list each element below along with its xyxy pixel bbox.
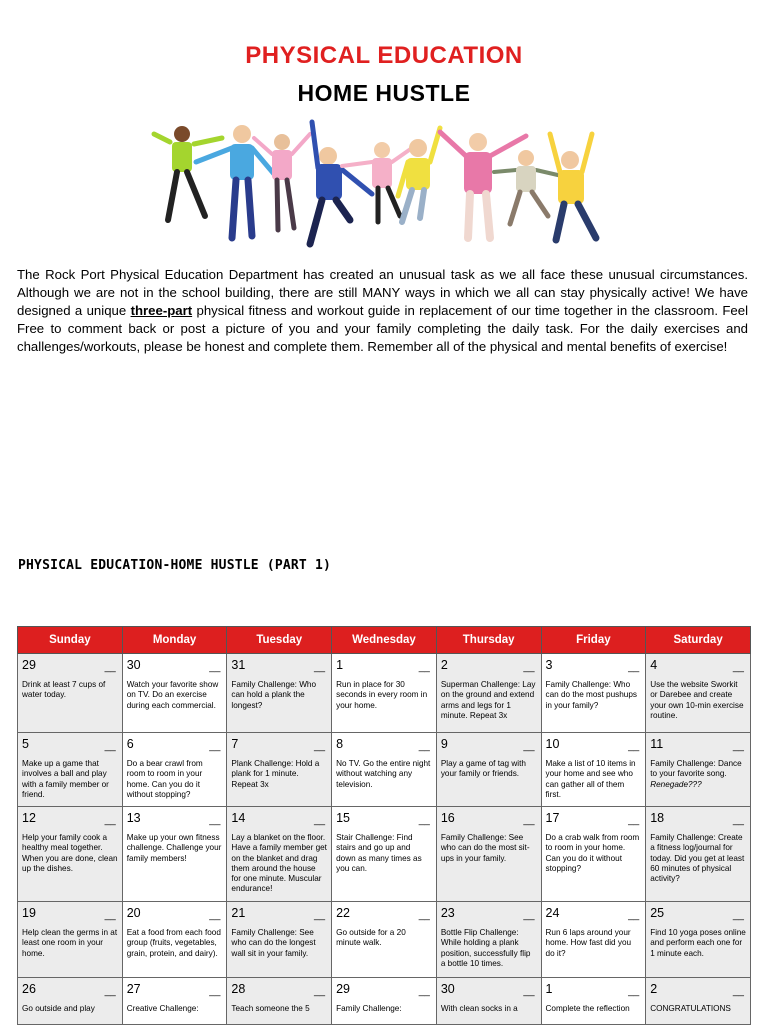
check-blank: __ (209, 986, 221, 997)
day-task-text: Run in place for 30 seconds in every room in your home. (336, 680, 428, 710)
calendar-day-cell (436, 654, 541, 733)
calendar-header-row (18, 627, 751, 654)
day-number: 2 (650, 982, 658, 996)
check-blank: __ (209, 741, 221, 752)
day-number: 21 (231, 906, 246, 920)
calendar-day-cell (541, 733, 646, 807)
day-task (546, 1004, 642, 1014)
day-task (127, 833, 223, 864)
check-blank: __ (418, 815, 430, 826)
calendar-day-cell (646, 733, 751, 807)
calendar-day-cell (18, 902, 123, 978)
day-number: 31 (231, 658, 246, 672)
day-number: 20 (126, 906, 141, 920)
check-blank: __ (104, 910, 116, 921)
calendar-day-cell (541, 978, 646, 1025)
calendar-day-cell (18, 733, 123, 807)
day-task (336, 680, 432, 711)
day-number: 23 (440, 906, 455, 920)
day-number: 8 (336, 737, 344, 751)
day-task (650, 759, 746, 790)
check-blank: __ (732, 741, 744, 752)
day-task-text: Help your family cook a healthy meal together. When you are done, clean up the dishes. (22, 833, 118, 873)
kid-figure (398, 128, 440, 222)
check-blank: __ (418, 986, 430, 997)
intro-text-b: physical fitness and workout guide in replacement of our time together in the classroom. Feel Free to comment back or post a picture of you and your family completing the daily task. For the daily exercises and challenges/workouts, please be honest and complete them. Remember all of the physical and mental benefits of exercise! (17, 303, 749, 354)
calendar-day-cell (541, 902, 646, 978)
day-number: 30 (126, 658, 141, 672)
day-task-text: Family Challenge: See who can do the longest wall sit in your family. (231, 928, 316, 958)
page-title: PHYSICAL EDUCATION (245, 42, 523, 69)
calendar-day-cell (332, 654, 437, 733)
calendar-day-cell (332, 978, 437, 1025)
day-number: 5 (22, 737, 29, 751)
day-task-text: Stair Challenge: Find stairs and go up and down as many times as you can. (336, 833, 422, 873)
calendar-day-cell (227, 978, 332, 1025)
calendar-day-cell (18, 807, 123, 902)
intro-emphasis: three-part (130, 303, 193, 318)
day-number: 3 (545, 658, 553, 672)
day-task (441, 833, 537, 864)
day-task (650, 833, 746, 884)
day-task-text: CONGRATULATIONS (650, 1004, 731, 1013)
day-task-text: Family Challenge: See who can do the most sit-ups in your family. (440, 833, 530, 863)
day-task (546, 680, 642, 711)
calendar-week-row (18, 654, 751, 733)
day-task (441, 759, 537, 780)
day-number: 6 (126, 737, 134, 751)
day-task-text: Find 10 yoga poses online and perform each one for 1 minute each. (650, 928, 746, 958)
day-number: 4 (650, 658, 658, 672)
day-task (336, 833, 432, 874)
calendar-day-cell (18, 654, 123, 733)
check-blank: __ (523, 910, 535, 921)
day-number: 27 (126, 982, 141, 996)
check-blank: __ (628, 986, 640, 997)
day-task (231, 1004, 327, 1014)
check-blank: __ (418, 741, 430, 752)
check-blank: __ (313, 741, 326, 752)
check-blank: __ (313, 986, 326, 997)
check-blank: __ (628, 741, 640, 752)
check-blank: __ (628, 815, 640, 826)
day-task-text: Superman Challenge: Lay on the ground and extend arms and legs for 1 minute. Repeat 3x (440, 680, 536, 720)
calendar-day-cell (227, 807, 332, 902)
check-blank: __ (313, 815, 326, 826)
calendar-day-cell (332, 807, 437, 902)
day-task-text: Use the website Sworkit or Darebee and create your own 10-min exercise routine. (650, 680, 744, 720)
day-number: 2 (440, 658, 448, 672)
day-task (546, 833, 642, 874)
day-task-text: Eat a food from each food group (fruits, vegetables, grain, protein, and dairy). (126, 928, 221, 958)
day-task-text: With clean socks in a (440, 1004, 518, 1013)
day-number: 25 (650, 906, 665, 920)
day-number: 28 (231, 982, 246, 996)
day-task-text: Help clean the germs in at least one room in your home. (22, 928, 118, 958)
jumping-kids-photo (150, 112, 618, 252)
day-header-friday: Friday (541, 627, 646, 654)
intro-text-a: The Rock Port Physical Education Department has created an unusual task as we all face these unusual circumstances. Although we are not in the school building, there are still MANY ways in which we all can stay physically active! We have designed a unique (17, 267, 748, 318)
check-blank: __ (628, 910, 640, 921)
check-blank: __ (523, 986, 535, 997)
day-task-text: Make a list of 10 items in your home and see who can gather all of them first. (545, 759, 636, 799)
check-blank: __ (418, 662, 430, 673)
day-number: 16 (440, 811, 455, 825)
check-blank: __ (732, 662, 744, 673)
day-task (231, 833, 327, 895)
day-task-text: Go outside for a 20 minute walk. (336, 928, 406, 948)
calendar-day-cell (332, 733, 437, 807)
day-task (127, 759, 223, 800)
calendar-week-row (18, 807, 751, 902)
calendar-day-cell (646, 807, 751, 902)
day-task (231, 928, 327, 959)
section-title: PHYSICAL EDUCATION-HOME HUSTLE (PART 1) (18, 558, 332, 573)
day-number: 18 (650, 811, 665, 825)
day-task (22, 928, 118, 959)
calendar-day-cell (122, 978, 227, 1025)
calendar-day-cell (122, 733, 227, 807)
kid-figure (154, 126, 222, 220)
calendar-day-cell (18, 978, 123, 1025)
day-number: 1 (545, 982, 553, 996)
day-task (546, 759, 642, 800)
day-task (22, 833, 118, 874)
day-task (22, 680, 118, 701)
kid-figure (254, 134, 310, 230)
day-number: 15 (336, 811, 351, 825)
day-header-thursday: Thursday (436, 627, 541, 654)
calendar-day-cell (122, 654, 227, 733)
check-blank: __ (209, 662, 221, 673)
check-blank: __ (104, 986, 116, 997)
day-task (546, 928, 642, 959)
day-task-text: Family Challenge: Who can do the most pushups in your family? (545, 680, 638, 710)
calendar-day-cell (227, 902, 332, 978)
day-task (336, 928, 432, 949)
check-blank: __ (418, 910, 430, 921)
day-task (650, 928, 746, 959)
day-task-text: No TV. Go the entire night without watching any television. (336, 759, 431, 789)
day-task (127, 928, 223, 959)
calendar-week-row (18, 733, 751, 807)
check-blank: __ (628, 662, 640, 673)
check-blank: __ (523, 662, 535, 673)
calendar-body (18, 654, 751, 1025)
calendar-week-row (18, 902, 751, 978)
kid-figure (550, 134, 596, 240)
day-task (336, 759, 432, 790)
day-task-text: Family Challenge: Dance to your favorite song. (650, 759, 742, 779)
day-number: 22 (336, 906, 351, 920)
calendar-day-cell (436, 902, 541, 978)
calendar-day-cell (541, 807, 646, 902)
check-blank: __ (732, 986, 744, 997)
check-blank: __ (313, 662, 326, 673)
calendar-day-cell (646, 978, 751, 1025)
day-number: 11 (650, 737, 664, 751)
day-header-wednesday: Wednesday (332, 627, 437, 654)
calendar-day-cell (122, 807, 227, 902)
day-task (231, 680, 327, 711)
day-task (231, 759, 327, 790)
day-number: 12 (22, 811, 36, 825)
check-blank: __ (209, 815, 221, 826)
intro-paragraph (17, 266, 748, 356)
day-task (22, 1004, 118, 1014)
day-task-text: Do a bear crawl from room to room in your home. Can you do it without stopping? (126, 759, 203, 799)
day-task (22, 759, 118, 800)
day-task (336, 1004, 432, 1014)
day-header-tuesday: Tuesday (227, 627, 332, 654)
calendar-day-cell (436, 733, 541, 807)
day-task-text: Make up your own fitness challenge. Challenge your family members! (126, 833, 222, 863)
day-task-text: Make up a game that involves a ball and play with a family member or friend. (22, 759, 109, 799)
day-task-text: Family Challenge: Create a fitness log/journal for today. Did you get at least 60 minutes of physical activity? (650, 833, 745, 884)
day-number: 9 (440, 737, 448, 751)
calendar-day-cell (227, 654, 332, 733)
day-task (441, 928, 537, 969)
calendar-day-cell (332, 902, 437, 978)
day-header-saturday: Saturday (646, 627, 751, 654)
day-task-text: Bottle Flip Challenge: While holding a plank position, successfully flip a bottle 10 times. (440, 928, 531, 968)
check-blank: __ (313, 910, 326, 921)
day-number: 1 (336, 658, 344, 672)
day-task-text: Go outside and play (22, 1004, 95, 1013)
day-task-text: Plank Challenge: Hold a plank for 1 minute. Repeat 3x (231, 759, 320, 789)
calendar-day-cell (436, 807, 541, 902)
day-task-text: Do a crab walk from room to room in your home. Can you do it without stopping? (545, 833, 640, 873)
day-task (650, 1004, 746, 1014)
day-task (441, 1004, 537, 1014)
day-task-italic: Renegade??? (650, 779, 702, 789)
check-blank: __ (523, 741, 535, 752)
check-blank: __ (732, 910, 744, 921)
day-task-text: Watch your favorite show on TV. Do an exercise during each commercial. (126, 680, 219, 710)
day-task (650, 680, 746, 721)
check-blank: __ (523, 815, 535, 826)
kid-figure (494, 150, 562, 224)
calendar-day-cell (646, 902, 751, 978)
page-subtitle: HOME HUSTLE (297, 80, 471, 106)
day-header-monday: Monday (122, 627, 227, 654)
calendar-week-row (18, 978, 751, 1025)
day-task (127, 1004, 223, 1014)
day-task-text: Creative Challenge: (126, 1004, 199, 1013)
day-number: 29 (336, 982, 351, 996)
day-number: 29 (22, 658, 36, 672)
day-task-text: Complete the reflection (545, 1004, 630, 1013)
day-task-text: Family Challenge: Who can hold a plank the longest? (231, 680, 317, 710)
day-task (127, 680, 223, 711)
day-task-text: Lay a blanket on the floor. Have a family member get on the blanket and drag them around the house for one minute. Muscular endurance! (231, 833, 327, 894)
day-number: 17 (545, 811, 560, 825)
day-number: 7 (231, 737, 239, 751)
calendar-day-cell (227, 733, 332, 807)
day-task-text: Family Challenge: (336, 1004, 402, 1013)
day-header-sunday: Sunday (18, 627, 123, 654)
day-task (441, 680, 537, 721)
day-number: 26 (22, 982, 36, 996)
day-number: 30 (440, 982, 455, 996)
day-number: 24 (545, 906, 560, 920)
calendar-day-cell (646, 654, 751, 733)
check-blank: __ (732, 815, 744, 826)
kid-figure (310, 122, 372, 244)
calendar-day-cell (122, 902, 227, 978)
day-task-text: Drink at least 7 cups of water today. (22, 680, 106, 700)
calendar-day-cell (436, 978, 541, 1025)
check-blank: __ (104, 815, 116, 826)
day-task-text: Run 6 laps around your home. How fast did you do it? (545, 928, 632, 958)
check-blank: __ (209, 910, 221, 921)
day-number: 19 (22, 906, 36, 920)
day-task-text: Play a game of tag with your family or friends. (440, 759, 526, 779)
day-number: 13 (126, 811, 141, 825)
check-blank: __ (104, 662, 116, 673)
calendar-table (17, 626, 751, 1025)
check-blank: __ (104, 741, 116, 752)
day-number: 10 (545, 737, 560, 751)
day-number: 14 (231, 811, 246, 825)
day-task-text: Teach someone the 5 (231, 1004, 310, 1013)
calendar-day-cell (541, 654, 646, 733)
